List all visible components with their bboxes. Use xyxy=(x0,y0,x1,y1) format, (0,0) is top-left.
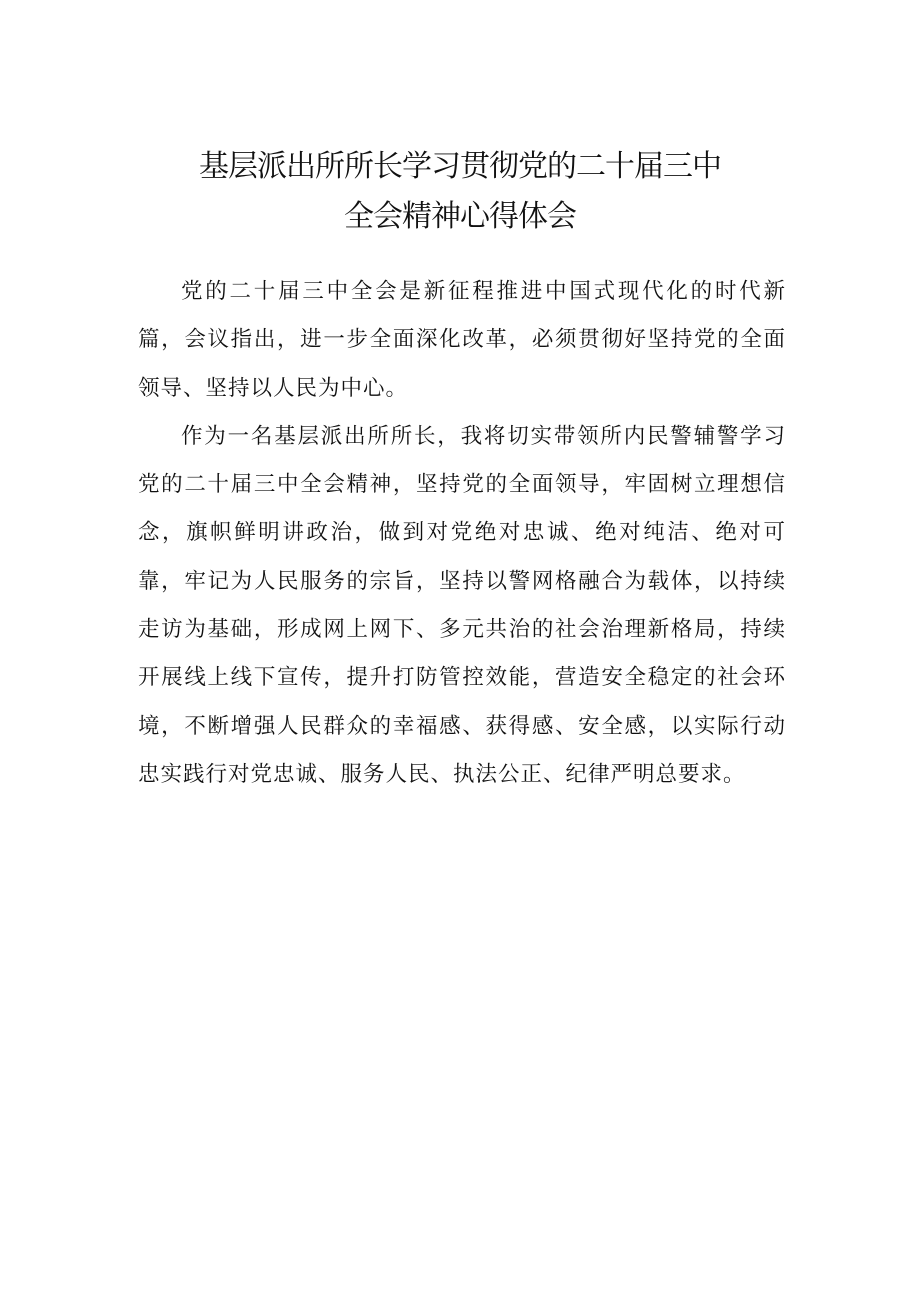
document-title-line-1: 基层派出所所长学习贯彻党的二十届三中 xyxy=(199,149,721,184)
document-body xyxy=(138,268,786,799)
document-title-line-2: 全会精神心得体会 xyxy=(344,199,576,234)
body-paragraph-1: 党的二十届三中全会是新征程推进中国式现代化的时代新篇，会议指出，进一步全面深化改革，必须贯彻好坚持党的全面领导、坚持以人民为中心。 xyxy=(138,279,786,401)
body-paragraph-2: 作为一名基层派出所所长，我将切实带领所内民警辅警学习党的二十届三中全会精神，坚持党的全面领导，牢固树立理想信念，旗帜鲜明讲政治，做到对党绝对忠诚、绝对纯洁、绝对可靠，牢记为人民服务的宗旨，坚持以警网格融合为载体，以持续走访为基础，形成网上网下、多元共治的社会治理新格局，持续开展线上线下宣传，提升打防管控效能，营造安全稳定的社会环境，不断增强人民群众的幸福感、获得感、安全感，以实际行动忠实践行对党忠诚、服务人民、执法公正、纪律严明总要求。 xyxy=(138,423,786,787)
